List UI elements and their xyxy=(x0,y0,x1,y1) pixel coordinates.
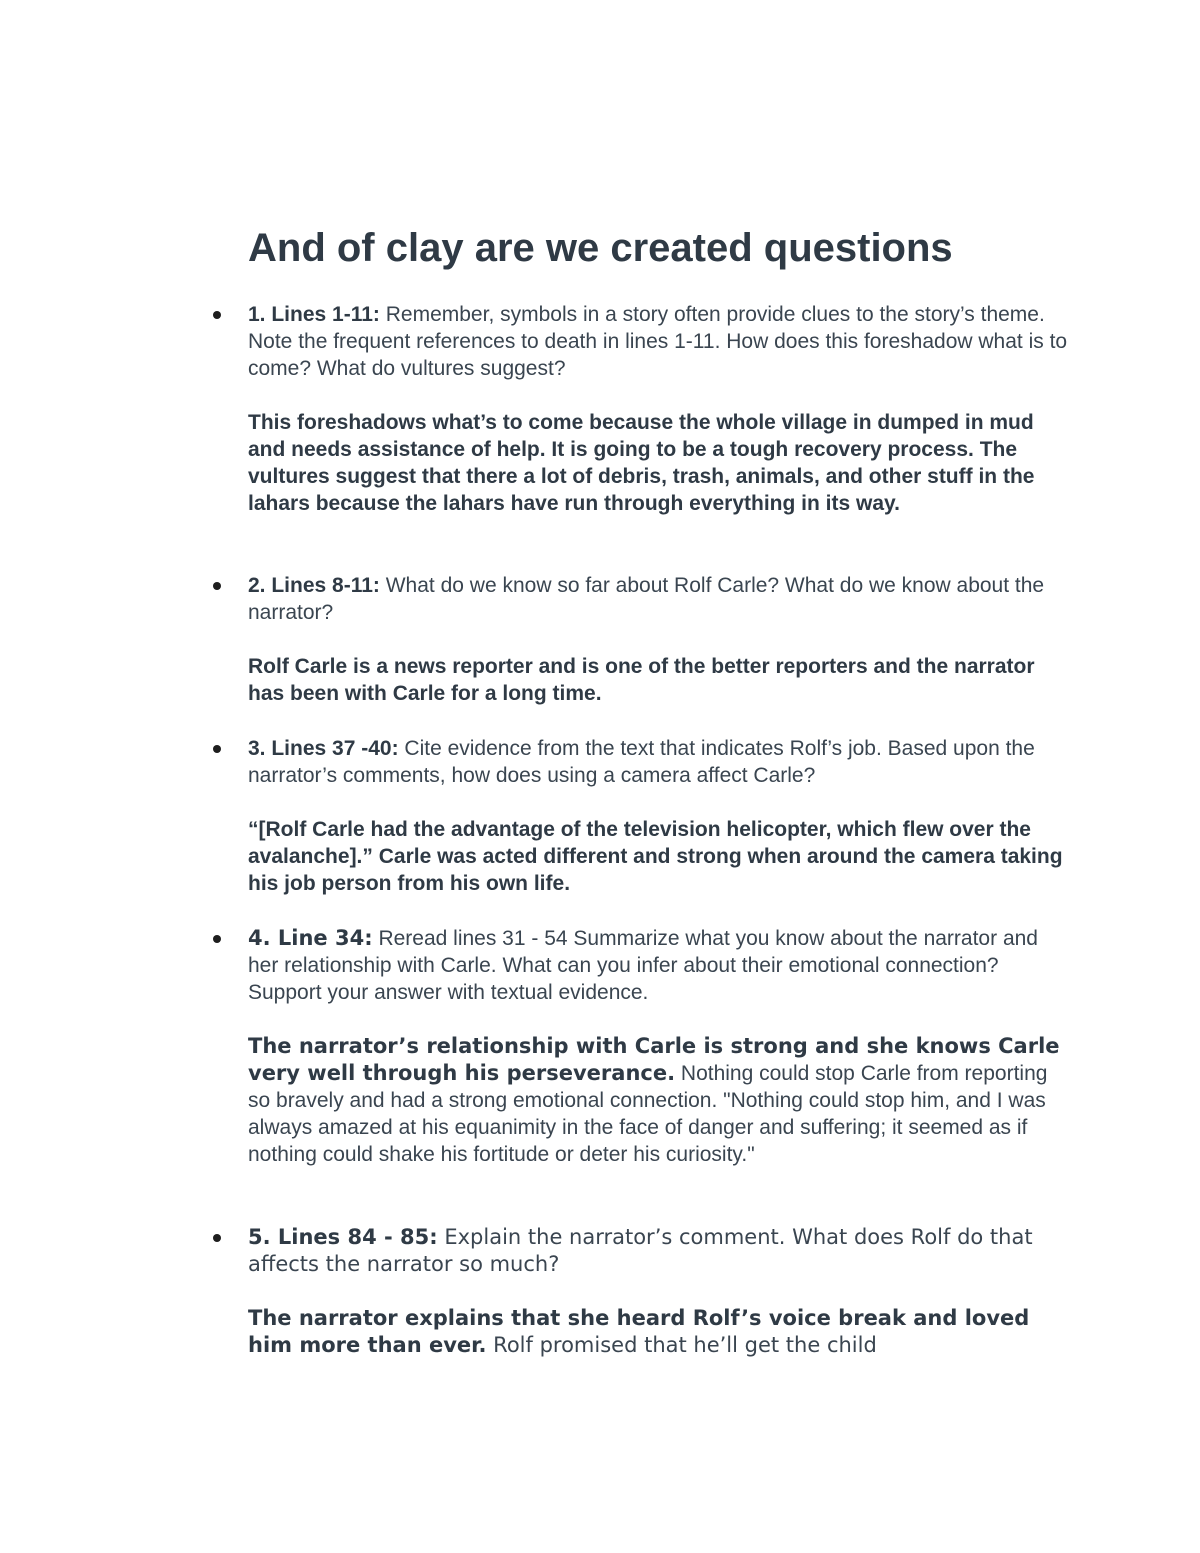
question-text xyxy=(248,572,1068,626)
bullet-icon xyxy=(213,935,221,943)
answer-text xyxy=(248,1033,1068,1168)
answer-bold: This foreshadows what’s to come because the whole village in dumped in mud and needs assistance of help. It is going to be a tough recovery process. The vultures suggest that there a lot of debris, trash, animals, and other stuff in the lahars because the lahars have run through everything in its way. xyxy=(248,411,1035,515)
bullet-icon xyxy=(213,582,221,590)
bullet-icon xyxy=(213,745,221,753)
question-label: 4. Line 34: xyxy=(248,926,373,950)
answer-plain: Nothing could stop Carle from reporting so bravely and had a strong emotional connection. "Nothing could stop him, and I was always amazed at his equanimity in the face of danger and suffering; it seemed as if nothing could shake his fortitude or deter his curiosity." xyxy=(248,1062,1048,1166)
question-body: Explain the narrator’s comment. What does Rolf do that affects the narrator so much? xyxy=(248,1225,1033,1276)
question-item-4 xyxy=(248,925,1068,1168)
question-item-5 xyxy=(248,1224,1068,1359)
question-label: 5. Lines 84 - 85: xyxy=(248,1225,438,1249)
document-title: And of clay are we created questions xyxy=(248,226,953,270)
answer-bold: The narrator’s relationship with Carle is strong and she knows Carle very well through his perseverance. xyxy=(248,1034,1060,1085)
answer-bold: Rolf Carle is a news reporter and is one of the better reporters and the narrator has been with Carle for a long time. xyxy=(248,655,1035,705)
question-body: What do we know so far about Rolf Carle? What do we know about the narrator? xyxy=(248,574,1045,624)
question-body: Cite evidence from the text that indicates Rolf’s job. Based upon the narrator’s comments, how does using a camera affect Carle? xyxy=(248,737,1035,787)
answer-bold: “[Rolf Carle had the advantage of the television helicopter, which flew over the avalanche].” Carle was acted different and strong when around the camera taking his job person from his own life. xyxy=(248,818,1063,895)
question-label: 2. Lines 8-11: xyxy=(248,574,380,597)
question-text xyxy=(248,301,1068,382)
question-label: 3. Lines 37 -40: xyxy=(248,737,399,760)
answer-text xyxy=(248,653,1068,707)
answer-bold: The narrator explains that she heard Rolf’s voice break and loved him more than ever. xyxy=(248,1306,1030,1357)
question-item-2 xyxy=(248,572,1068,707)
question-item-1 xyxy=(248,301,1068,517)
question-text xyxy=(248,1224,1068,1278)
question-text xyxy=(248,925,1068,1006)
bullet-icon xyxy=(213,1234,221,1242)
answer-text xyxy=(248,816,1068,897)
question-text xyxy=(248,735,1068,789)
question-body: Remember, symbols in a story often provide clues to the story’s theme. Note the frequent references to death in lines 1-11. How does this foreshadow what is to come? What do vultures suggest? xyxy=(248,303,1068,380)
answer-plain: Rolf promised that he’ll get the child xyxy=(486,1333,877,1357)
answer-text xyxy=(248,409,1068,517)
bullet-icon xyxy=(213,311,221,319)
answer-text xyxy=(248,1305,1068,1359)
question-body: Reread lines 31 - 54 Summarize what you know about the narrator and her relationship with Carle. What can you infer about their emotional connection? Support your answer with textual evidence. xyxy=(248,927,1038,1004)
question-label: 1. Lines 1-11: xyxy=(248,303,380,326)
question-item-3 xyxy=(248,735,1068,897)
